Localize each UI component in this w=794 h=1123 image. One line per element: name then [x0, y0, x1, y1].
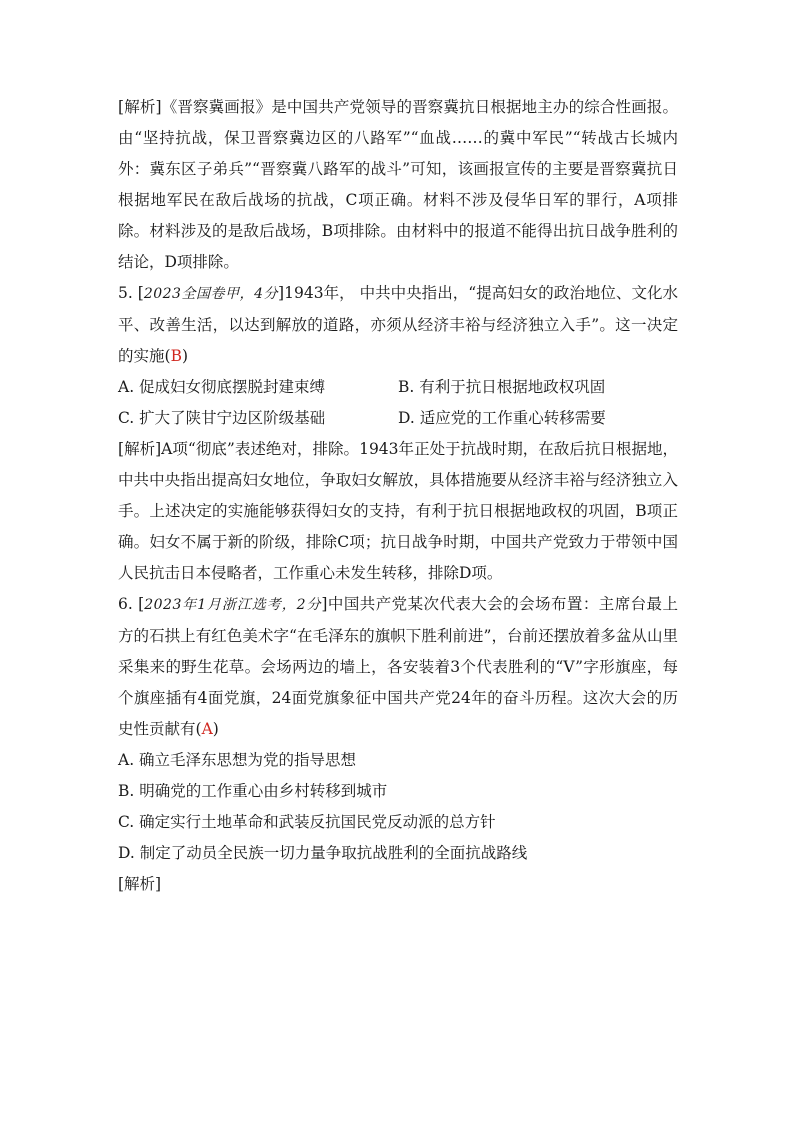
q6-option-d: D. 制定了动员全民族一切力量争取抗战胜利的全面抗战路线 [118, 844, 528, 862]
q6-answer: A [201, 720, 213, 738]
q5-option-c: C. 扩大了陕甘宁边区阶级基础 [118, 409, 326, 427]
q5-option-b: B. 有利于抗日根据地政权巩固 [398, 378, 606, 396]
q5-option-a: A. 促成妇女彻底摆脱封建束缚 [118, 378, 326, 396]
question-6 [118, 589, 678, 900]
q5-analysis: [解析]A项“彻底”表述绝对，排除。1943年正处于抗战时期，在敌后抗日根据地，中共中央指出提高妇女地位，争取妇女解放，具体措施要从经济丰裕与经济独立入手。上述决定的实施能够获得妇女的支持，有利于抗日根据地政权的巩固，B项正确。妇女不属于新的阶级，排除C项；抗日战争时期，中国共产党致力于带领中国人民抗击日本侵略者，工作重心未发生转移，排除D项。 [118, 440, 678, 582]
q5-stem: 5. [2023全国卷甲，4分]1943年， 中共中央指出，“提高妇女的政治地位、文化水平、改善生活，以达到解放的道路，亦须从经济丰裕与经济独立入手”。这一决定的实施(B) [118, 284, 678, 365]
q5-answer: B [170, 347, 182, 365]
q5-source: 2023全国卷甲，4分 [143, 286, 279, 302]
q6-analysis: [解析] [118, 875, 162, 893]
q4-analysis: [解析]《晋察冀画报》是中国共产党领导的晋察冀抗日根据地主办的综合性画报。由“坚持抗战，保卫晋察冀边区的八路军”“血战……的冀中军民”“转战古长城内外：冀东区子弟兵”“晋察冀八路军的战斗”可知，该画报宣传的主要是晋察冀抗日根据地军民在敌后战场的抗战，C项正确。材料不涉及侵华日军的罪行，A项排除。材料涉及的是敌后战场，B项排除。由材料中的报道不能得出抗日战争胜利的结论，D项排除。 [118, 98, 678, 271]
q6-option-a: A. 确立毛泽东思想为党的指导思想 [118, 751, 357, 769]
document-content [118, 92, 678, 900]
q6-stem-text: 中国共产党某次代表大会的会场布置：主席台最上方的石拱上有红色美术字“在毛泽东的旗帜下胜利前进”，台前还摆放着多盆从山里采集来的野生花草。会场两边的墙上，各安装着3个代表胜利的“V”字形旗座，每个旗座插有4面党旗，24面党旗象征中国共产党24年的奋斗历程。这次大会的历史性贡献有( [118, 595, 678, 738]
q6-number: 6. [118, 595, 139, 613]
q5-stem-text: 1943年， 中共中央指出，“提高妇女的政治地位、文化水平、改善生活，以达到解放的道路，亦须从经济丰裕与经济独立入手”。这一决定的实施( [118, 284, 678, 365]
q5-number: 5. [118, 284, 138, 302]
q5-options-row-1 [118, 372, 678, 403]
q6-stem: 6. [2023年1月浙江选考，2分]中国共产党某次代表大会的会场布置：主席台最上方的石拱上有红色美术字“在毛泽东的旗帜下胜利前进”，台前还摆放着多盆从山里采集来的野生花草。会场两边的墙上，各安装着3个代表胜利的“V”字形旗座，每个旗座插有4面党旗，24面党旗象征中国共产党24年的奋斗历程。这次大会的历史性贡献有(A) [118, 595, 678, 738]
q6-option-c: C. 确定实行土地革命和武装反抗国民党反动派的总方针 [118, 813, 496, 831]
q6-option-b: B. 明确党的工作重心由乡村转移到城市 [118, 782, 388, 800]
q5-option-d: D. 适应党的工作重心转移需要 [398, 409, 606, 427]
q5-options-row-2 [118, 403, 678, 434]
q6-source: 2023年1月浙江选考，2分 [144, 597, 322, 613]
question-5 [118, 278, 678, 589]
